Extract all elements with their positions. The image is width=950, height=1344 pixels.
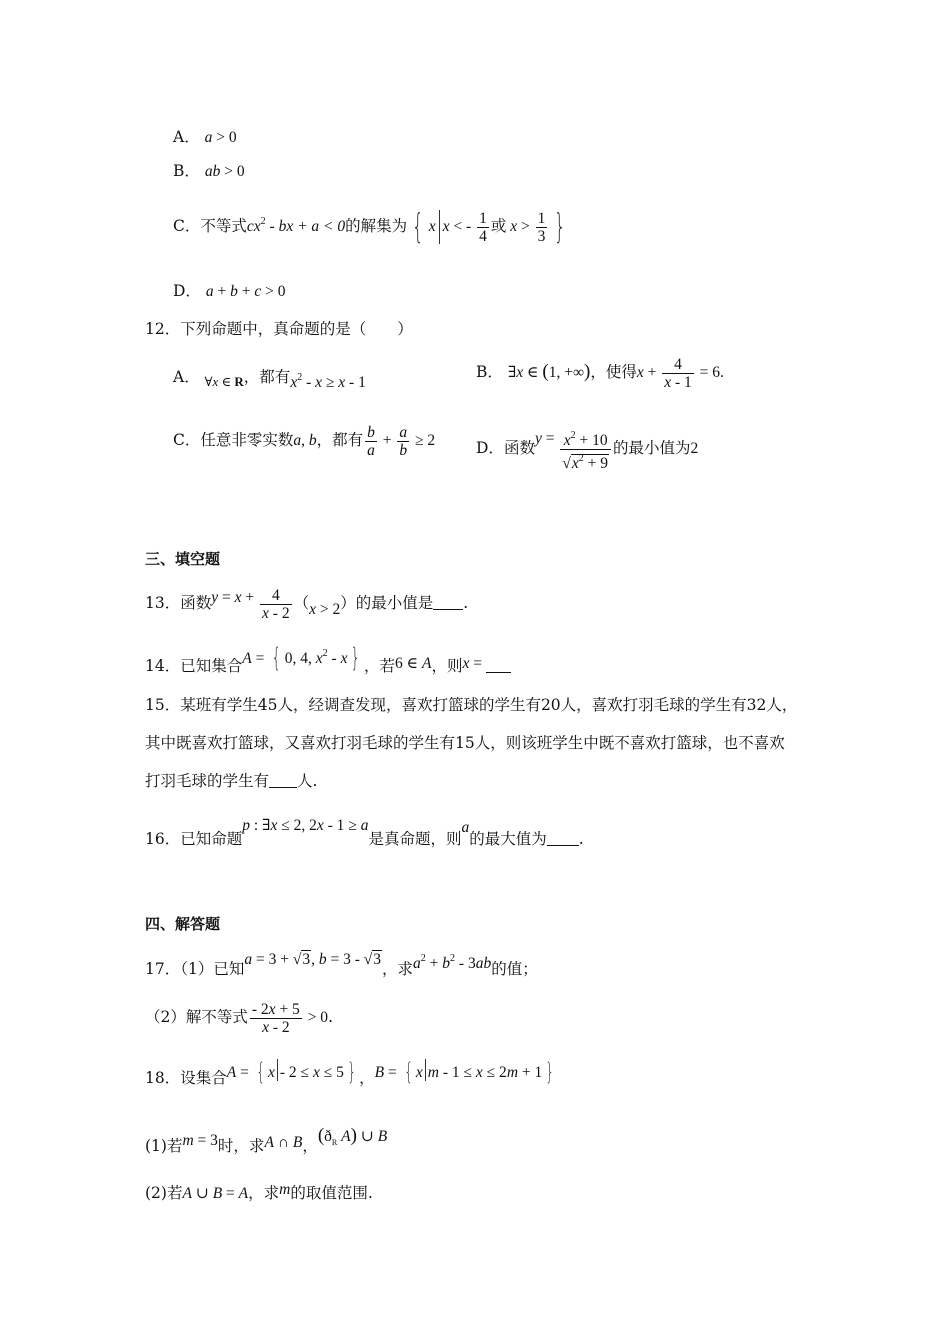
q18-complement-union: ($ð_R$ A) ∪ B — [317, 1125, 388, 1147]
q18-stem: 18．设集合A = { x - 2 ≤ x ≤ 5 } ，B = { x m - 1 ≤ x ≤ 2m + 1 } — [145, 1052, 558, 1098]
q12-option-b: B． ∃x ∈ (1, +∞)，使得x + $\frac{4}{x - 1}$ = 6. — [476, 355, 724, 391]
q15: 15．某班有学生45人，经调查发现，喜欢打篮球的学生有20人，喜欢打羽毛球的学生有32人，其中既喜欢打篮球，又喜欢打羽毛球的学生有15人，则该班学生中既不喜欢打篮球，也不喜欢打羽毛球的学生有 人. — [145, 696, 798, 790]
section-solve-title: 四、解答题 — [145, 915, 221, 933]
q11-option-d: D． a + b + c > 0 — [173, 282, 286, 300]
q17-part1: 17．（1）已知a = 3 + √3, b = 3 - √3，求$a^2 + b^2 - 3ab$的值； — [145, 951, 538, 978]
left-brace-icon: { — [412, 207, 424, 247]
q17-part2: （2）解不等式 $\frac{- 2x + 5}{x - 2}$ > 0. — [145, 1000, 333, 1036]
fraction-b-over-a: $\frac{b}{a}$ — [367, 423, 375, 459]
fraction-sqrt-function: $\frac{x^2 + 10}{√x^2 + 9}$ — [560, 427, 611, 472]
q12-option-a: A． $_{\forall x \in R}$，都有$x^2 - x \ge x - 1$ — [173, 368, 366, 391]
right-brace-icon: } — [347, 1058, 356, 1086]
q17-expression: $a^2 + b^2 - 3ab$ — [413, 953, 492, 972]
q12-d-function: y — [534, 430, 542, 447]
right-brace-icon: } — [351, 643, 361, 673]
q12-a-inequality: $x^2 - x \ge x - 1$ — [290, 372, 366, 391]
q11-a-math: a — [204, 129, 213, 146]
fraction-inequality: $\frac{- 2x + 5}{x - 2}$ — [251, 1000, 300, 1036]
q12-stem: 12．下列命题中，真命题的是（ ） — [145, 320, 413, 338]
q16-answer-blank[interactable] — [547, 831, 579, 846]
fraction-one-third: $\frac{1}{3}$ — [537, 209, 546, 245]
left-brace-icon: { — [404, 1058, 413, 1086]
q18-union-condition: A — [182, 1185, 192, 1202]
q14-set: A — [242, 650, 252, 667]
q13-answer-blank[interactable] — [433, 595, 463, 610]
left-brace-icon: { — [271, 643, 282, 673]
q13-function: y — [211, 589, 219, 606]
fraction-4-over-x-2: $\frac{4}{x - 2}$ — [262, 586, 290, 622]
q16-proposition: p — [242, 817, 250, 834]
q17-values: a — [244, 951, 253, 968]
q14: 14．已知集合A = { 0, 4, $x^2$ - x } ，若6 ∈ A，则x = — [145, 632, 511, 688]
forall-math: ∀x ∈ R — [204, 374, 244, 389]
q11-option-b: B． ab > 0 — [173, 162, 245, 180]
q18-intersection: A — [264, 1134, 274, 1151]
right-brace-icon: } — [545, 1058, 555, 1086]
fraction-a-over-b: $\frac{a}{b}$ — [399, 423, 408, 459]
q11-d-math: a — [205, 283, 214, 300]
q18-set-b: B — [374, 1064, 385, 1081]
section-fill-in-title: 三、填空题 — [145, 550, 221, 568]
q12-option-c: C．任意非零实数a, b，都有 $\frac{b}{a}$ + $\frac{a}{b}$ ≥ 2 — [173, 423, 436, 459]
q12-option-d: D．函数y = $\frac{x^2 + 10}{√x^2 + 9}$ 的最小值为2 — [476, 412, 698, 476]
q18-set-a: A — [226, 1064, 237, 1081]
q11-c-inequality: $cx^2$ - bx + a < 0 — [246, 216, 346, 235]
q11-b-math: ab — [204, 163, 221, 180]
q11-option-c: C．不等式$cx^2$ - bx + a < 0的解集为 { x x < - $\frac{1}{4}$ 或 x > $\frac{1}{3}$ } — [173, 207, 567, 247]
q16: 16．已知命题p : ∃x ≤ 2, 2x - 1 ≥ a是真命题，则a的最大值为 . — [145, 817, 584, 848]
fraction-4-over-x-1: $\frac{4}{x - 1}$ — [664, 355, 692, 391]
q18-part2: (2)若A ∪ B = A，求m的取值范围. — [145, 1181, 373, 1202]
q13: 13．函数y = x + $\frac{4}{x - 2}$ （x > 2）的最小值是 . — [145, 586, 469, 622]
q18-m-value: m — [182, 1132, 194, 1149]
q15-answer-blank[interactable] — [269, 773, 297, 788]
q12-b-equation: x — [636, 364, 644, 381]
q14-answer-blank[interactable] — [486, 658, 511, 673]
fraction-one-quarter: $\frac{1}{4}$ — [479, 209, 487, 245]
right-brace-icon: } — [554, 207, 567, 247]
q12-c-vars: a — [293, 432, 302, 449]
q11-option-a: A． a > 0 — [173, 128, 237, 146]
q18-part1: (1)若m = 3时，求A ∩ B，($ð_R$ A) ∪ B — [145, 1125, 388, 1155]
exists-math: ∃x ∈ (1, +∞) — [507, 361, 591, 382]
left-brace-icon: { — [256, 1058, 265, 1086]
